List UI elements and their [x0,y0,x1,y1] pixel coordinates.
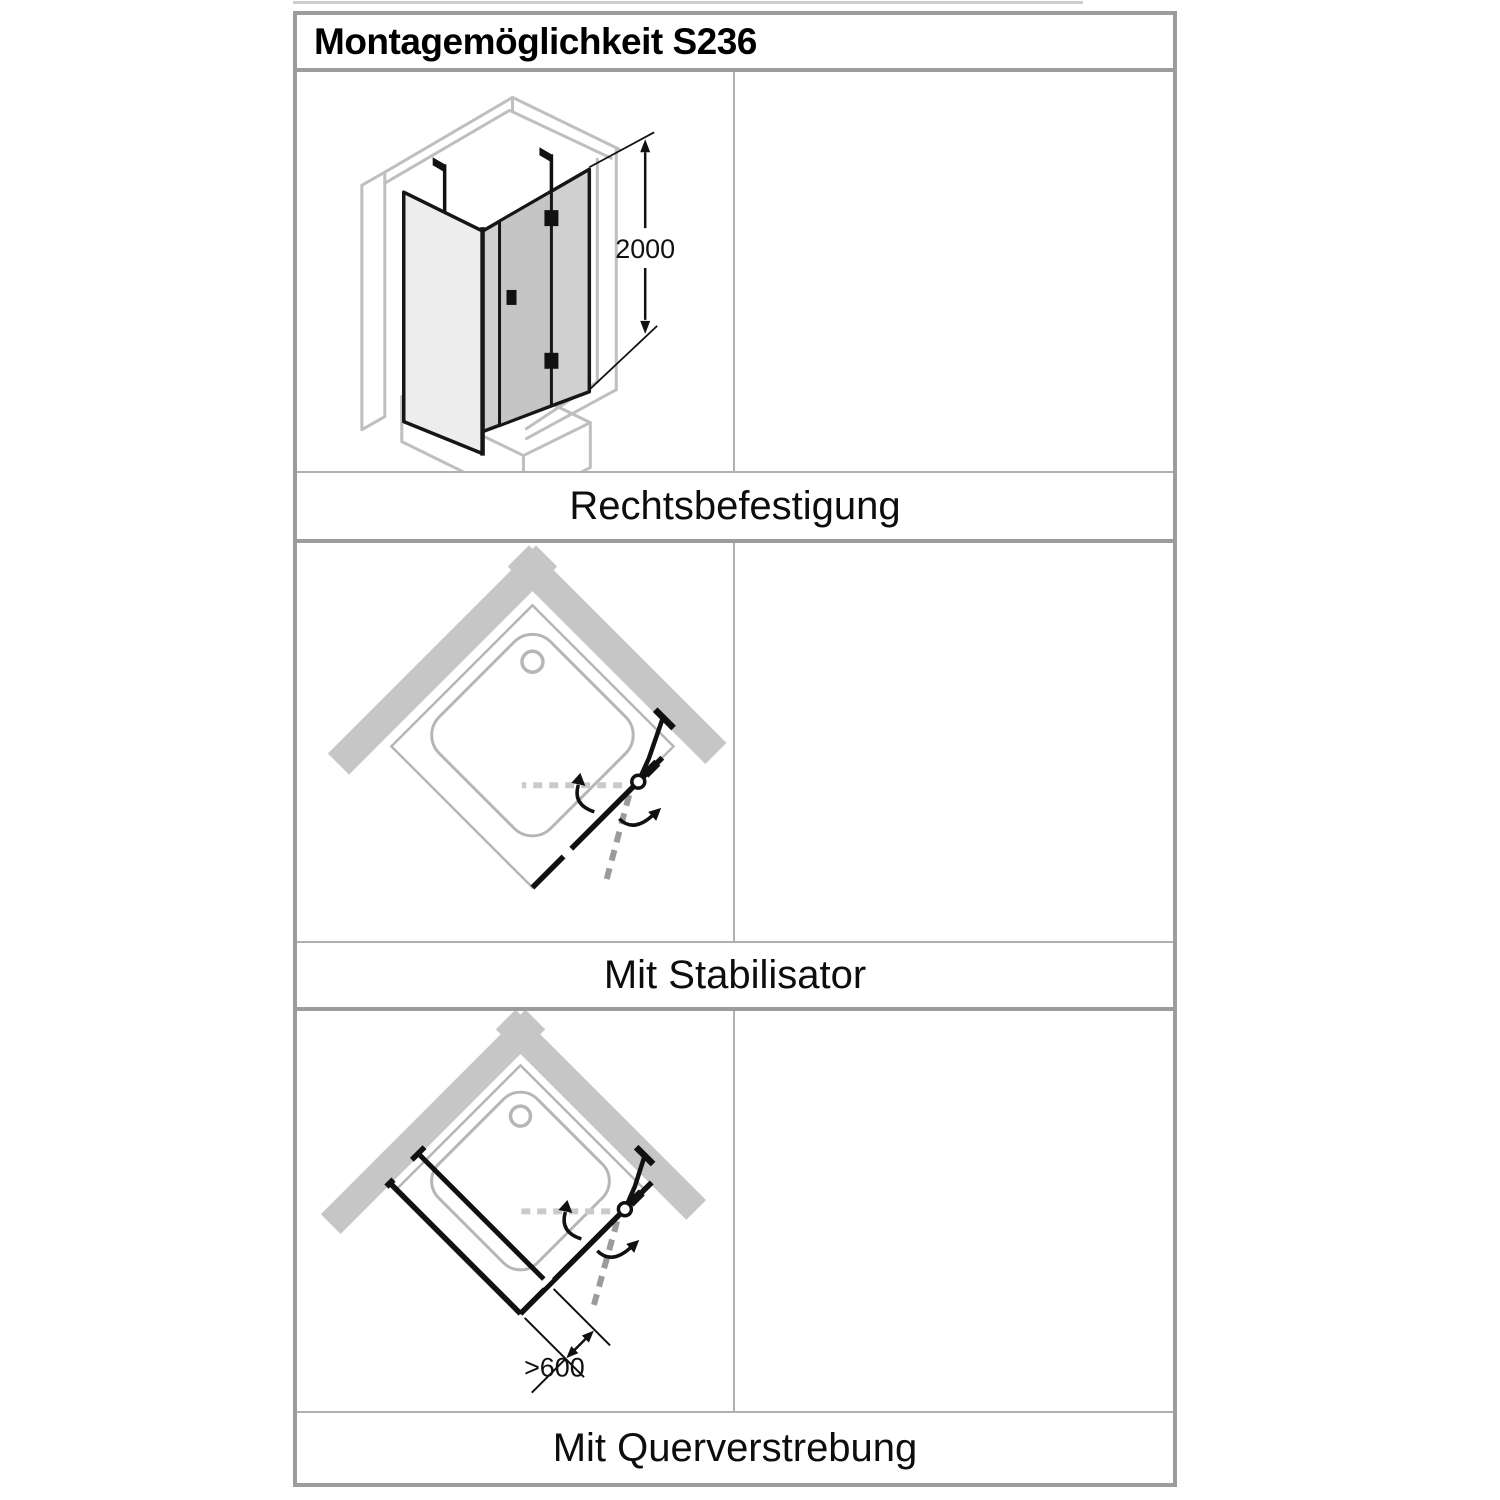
section-3-image-row [297,1011,1173,1413]
top-crop-line [293,1,1083,4]
rod-bracket-icon [433,157,445,172]
section-1-empty-cell [735,72,1173,471]
dimension-label-min-width: >600 [524,1352,585,1383]
glass-panels [404,169,590,455]
section-1-diagram-cell [297,72,735,471]
isometric-shower-diagram [297,72,733,471]
section-3-diagram-cell [297,1011,735,1411]
rotated-plan-group [316,1011,733,1411]
section-2-caption-row [297,943,1173,1011]
swing-arrow-right [597,1248,630,1257]
section-2-empty-cell [735,543,1173,941]
section-3-caption: Mit Querverstrebung [552,1425,918,1470]
page-title: Montagemöglichkeit S236 [314,20,757,62]
door-handle-icon [507,290,517,305]
arrow-up-icon [640,139,650,152]
arrow-down-icon [640,321,650,334]
section-1-caption-row [297,473,1173,543]
plan-stabilizer-diagram [297,543,733,941]
section-1-caption: Rechtsbefestigung [569,483,901,528]
rod-bracket-icon [539,147,551,162]
section-3-empty-cell [735,1011,1173,1411]
section-2-image-row [297,543,1173,943]
section-2-diagram-cell [297,543,735,941]
section-2-caption: Mit Stabilisator [603,952,867,997]
rotated-plan-group [324,543,733,941]
section-1-image-row [297,72,1173,473]
dimension-label-height: 2000 [615,234,676,265]
dimension-extension-lines [491,1289,613,1411]
section-3-caption-row [297,1413,1173,1483]
table-title-row [297,15,1173,72]
plan-crossbrace-diagram [297,1011,733,1411]
montage-table [293,11,1177,1487]
